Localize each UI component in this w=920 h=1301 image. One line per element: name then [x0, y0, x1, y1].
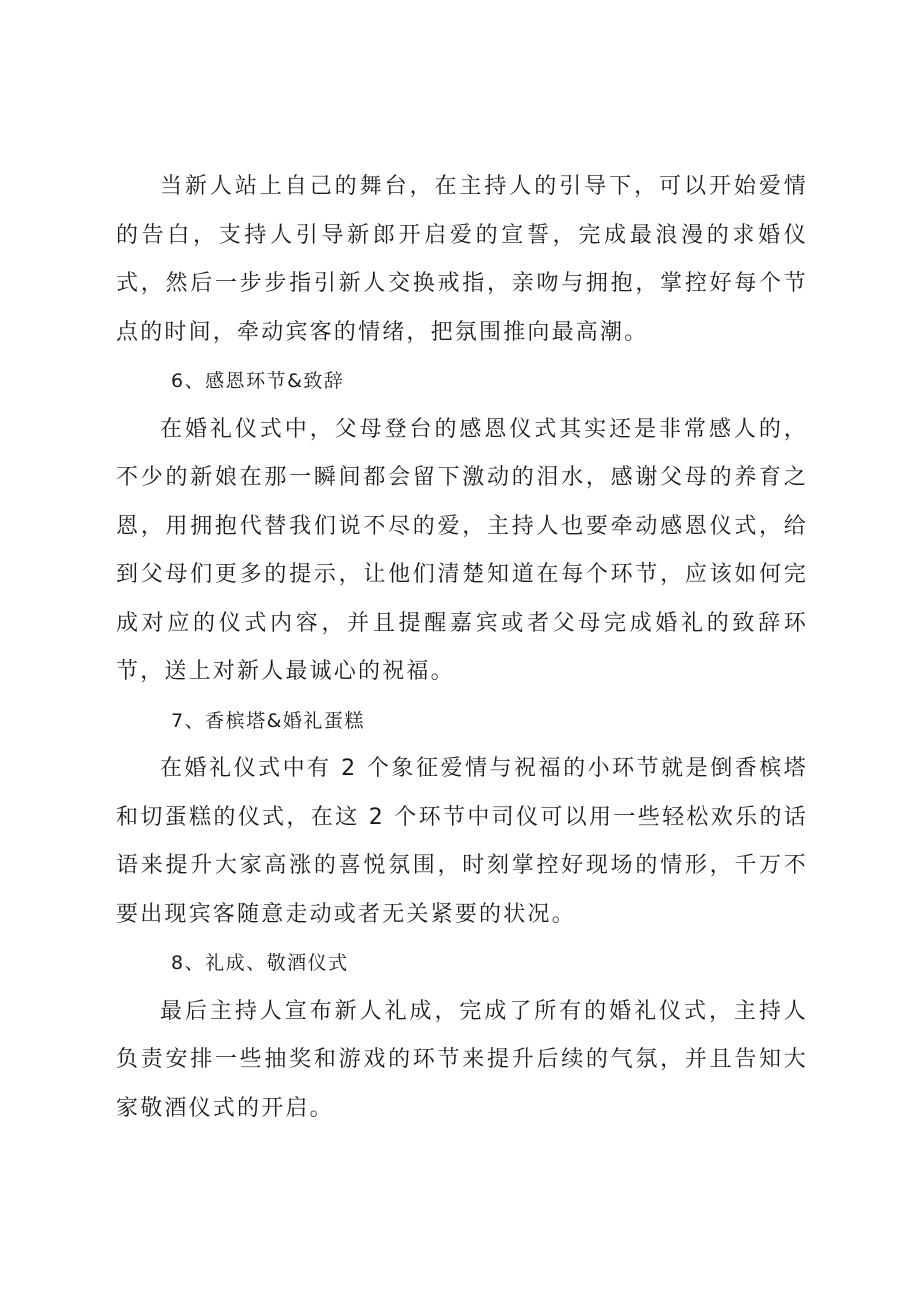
document-page	[116, 163, 808, 1133]
paragraph-toast: 最后主持人宣布新人礼成，完成了所有的婚礼仪式，主持人负责安排一些抽奖和游戏的环节来提升后续的气氛，并且告知大家敬酒仪式的开启。	[116, 998, 808, 1121]
paragraph-champagne-cake: 在婚礼仪式中有 2 个象征爱情与祝福的小环节就是倒香槟塔和切蛋糕的仪式，在这 2 个环节中司仪可以用一些轻松欢乐的话语来提升大家高涨的喜悦氛围，时刻掌控好现场的情形，千万不要出现宾客随意走动或者无关紧要的状况。	[116, 756, 808, 927]
section-heading-7: 7、香槟塔&婚礼蛋糕	[171, 709, 365, 732]
section-heading-6: 6、感恩环节&致辞	[171, 370, 345, 392]
paragraph-ceremony-guidance: 当新人站上自己的舞台，在主持人的引导下，可以开始爱情的告白，支持人引导新郎开启爱的宣誓，完成最浪漫的求婚仪式，然后一步步指引新人交换戒指，亲吻与拥抱，掌控好每个节点的时间，牵动宾客的情绪，把氛围推向最高潮。	[116, 174, 808, 345]
paragraph-gratitude: 在婚礼仪式中，父母登台的感恩仪式其实还是非常感人的，不少的新娘在那一瞬间都会留下激动的泪水，感谢父母的养育之恩，用拥抱代替我们说不尽的爱，主持人也要牵动感恩仪式，给到父母们更多的提示，让他们清楚知道在每个环节，应该如何完成对应的仪式内容，并且提醒嘉宾或者父母完成婚礼的致辞环节，送上对新人最诚心的祝福。	[116, 416, 808, 684]
section-heading-8: 8、礼成、敬酒仪式	[171, 952, 349, 974]
